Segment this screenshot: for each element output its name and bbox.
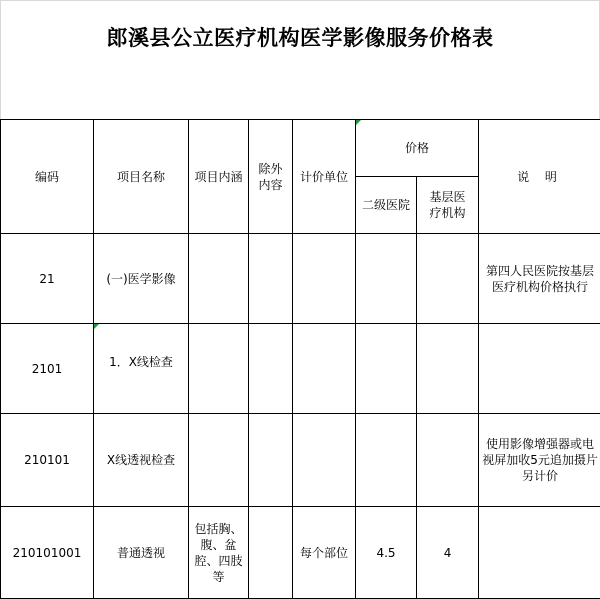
header-price[interactable] xyxy=(356,120,479,177)
cell-name[interactable]: X线透视检查 xyxy=(94,414,189,507)
cell-content[interactable]: 包括胸、腹、盆腔、四肢等 xyxy=(189,507,249,599)
table-row xyxy=(1,234,600,324)
cell-notes[interactable] xyxy=(479,507,600,599)
cell-exclusion[interactable] xyxy=(249,414,293,507)
cell-code[interactable]: 21 xyxy=(1,234,94,324)
document-title: 郎溪县公立医疗机构医学影像服务价格表 xyxy=(0,22,600,52)
cell-name[interactable]: (一)医学影像 xyxy=(94,234,189,324)
header-price-secondary[interactable]: 二级医院 xyxy=(356,177,417,234)
header-price-label: 价格 xyxy=(405,141,429,155)
header-exclusion-text: 除外内容 xyxy=(256,161,286,193)
cell-unit[interactable] xyxy=(293,234,356,324)
header-price-primary[interactable] xyxy=(417,177,479,234)
comment-marker xyxy=(356,120,361,125)
cell-price-secondary[interactable]: 4.5 xyxy=(356,507,417,599)
cell-price-secondary[interactable] xyxy=(356,414,417,507)
cell-price-primary[interactable] xyxy=(417,414,479,507)
cell-content[interactable] xyxy=(189,324,249,414)
table-row xyxy=(1,414,600,507)
sheet-gridline xyxy=(0,0,600,1)
cell-name[interactable] xyxy=(94,324,189,414)
comment-marker xyxy=(94,324,99,329)
cell-code[interactable]: 210101 xyxy=(1,414,94,507)
cell-unit[interactable] xyxy=(293,414,356,507)
cell-unit[interactable]: 每个部位 xyxy=(293,507,356,599)
cell-notes[interactable] xyxy=(479,324,600,414)
cell-price-primary[interactable]: 4 xyxy=(417,507,479,599)
header-row xyxy=(1,120,600,177)
cell-notes[interactable]: 第四人民医院按基层医疗机构价格执行 xyxy=(479,234,600,324)
cell-unit[interactable] xyxy=(293,324,356,414)
cell-price-secondary[interactable] xyxy=(356,234,417,324)
cell-price-primary[interactable] xyxy=(417,234,479,324)
price-table xyxy=(0,119,600,599)
cell-exclusion[interactable] xyxy=(249,234,293,324)
cell-price-secondary[interactable] xyxy=(356,324,417,414)
cell-exclusion[interactable] xyxy=(249,507,293,599)
header-code[interactable]: 编码 xyxy=(1,120,94,234)
header-exclusion[interactable] xyxy=(249,120,293,234)
header-price-primary-text: 基层医疗机构 xyxy=(426,189,470,221)
cell-code[interactable]: 2101 xyxy=(1,324,94,414)
cell-price-primary[interactable] xyxy=(417,324,479,414)
cell-exclusion[interactable] xyxy=(249,324,293,414)
sheet-gridline xyxy=(0,0,1,120)
table-row xyxy=(1,324,600,414)
table-row xyxy=(1,507,600,599)
cell-name-text: 1．X线检查 xyxy=(109,355,173,369)
header-unit[interactable]: 计价单位 xyxy=(293,120,356,234)
cell-name[interactable]: 普通透视 xyxy=(94,507,189,599)
cell-code[interactable]: 210101001 xyxy=(1,507,94,599)
header-notes[interactable]: 说 明 xyxy=(479,120,600,234)
cell-notes[interactable]: 使用影像增强器或电视屏加收5元追加摄片另计价 xyxy=(479,414,600,507)
header-name[interactable]: 项目名称 xyxy=(94,120,189,234)
cell-content[interactable] xyxy=(189,234,249,324)
cell-content[interactable] xyxy=(189,414,249,507)
header-content[interactable]: 项目内涵 xyxy=(189,120,249,234)
